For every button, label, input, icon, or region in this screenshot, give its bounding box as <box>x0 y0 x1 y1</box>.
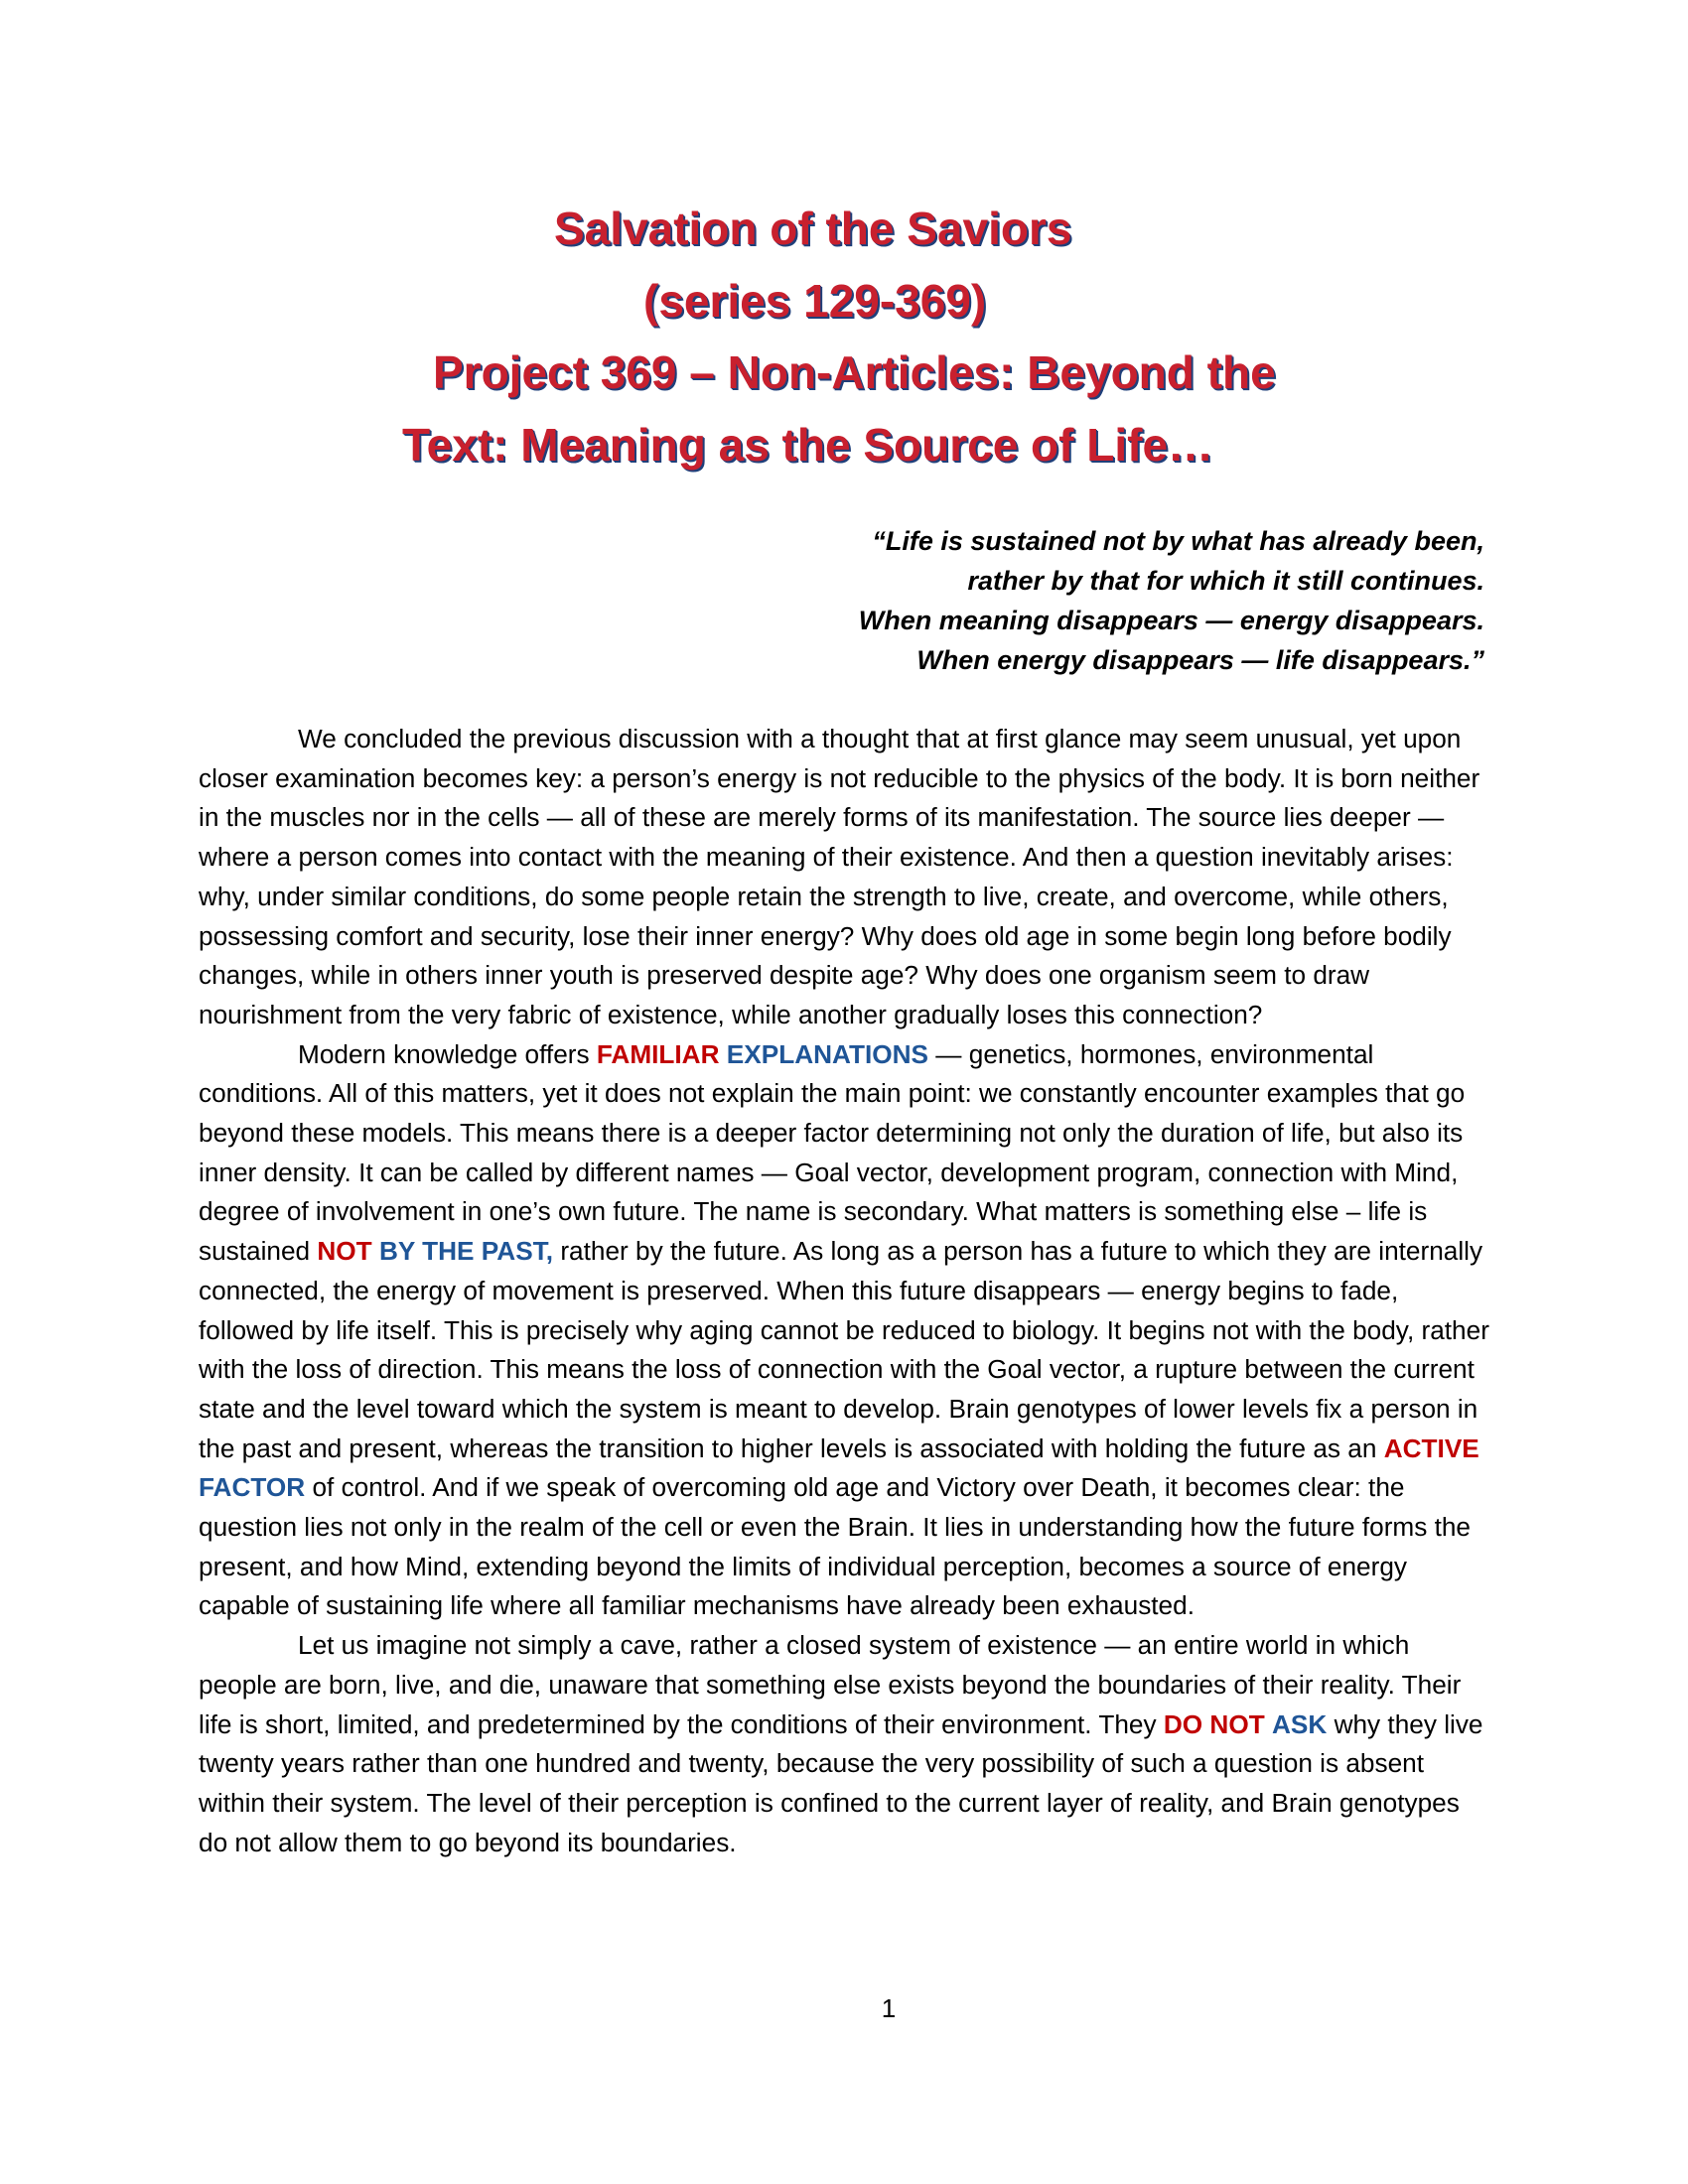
epigraph-quote <box>690 521 1484 680</box>
epigraph-line-4: When energy disappears — life disappears.” <box>916 645 1484 675</box>
title-line-1: Salvation of the Saviors <box>554 203 1072 254</box>
page-number: 1 <box>881 1993 897 2023</box>
epigraph-line-1: “Life is sustained not by what has already been, <box>872 526 1484 556</box>
epigraph-line-3: When meaning disappears — energy disappears. <box>858 606 1484 635</box>
paragraph-2 <box>199 1035 1489 1627</box>
keyword-not: NOT <box>317 1236 372 1267</box>
epigraph-line-2: rather by that for which it still continues. <box>967 566 1484 596</box>
paragraph-2-text-4: of control. And if we speak of overcoming old age and Victory over Death, it becomes clear: the question lies not only in the realm of the cell or even the Brain. It lies in understanding how the future forms the present, and how Mind, extending beyond the limits of individual perception, becomes a source of energy capable of sustaining life where all familiar mechanisms have already been exhausted. <box>199 1472 1472 1621</box>
keyword-do-not: DO NOT <box>1163 1708 1265 1739</box>
body-text <box>199 720 1489 1862</box>
keyword-ask: ASK <box>1272 1708 1328 1739</box>
keyword-factor: FACTOR <box>199 1472 306 1503</box>
keyword-by-the-past: BY THE PAST, <box>378 1236 554 1267</box>
keyword-familiar: FAMILIAR <box>596 1038 720 1069</box>
keyword-active: ACTIVE <box>1383 1433 1479 1463</box>
keyword-explanations: EXPLANATIONS <box>726 1038 929 1069</box>
paragraph-2-text-1: Modern knowledge offers <box>298 1038 597 1069</box>
title-line-4: Text: Meaning as the Source of Life… <box>402 419 1214 471</box>
paragraph-2-text-3: rather by the future. As long as a person has a future to which they are internally connected, the energy of movement is preserved. When this future disappears — energy begins to fade, followed by life itself. This is precisely why aging cannot be reduced to biology. It begins not with the body, rather with the loss of direction. This means the loss of connection with the Goal vector, a rupture between the current state and the level toward which the system is meant to develop. Brain genotypes of lower levels fix a person in the past and present, whereas the transition to higher levels is associated with holding the future as an <box>199 1236 1489 1463</box>
title-line-3: Project 369 – Non-Articles: Beyond the <box>433 346 1276 398</box>
paragraph-1: We concluded the previous discussion with a thought that at first glance may seem unusual, yet upon closer examination becomes key: a person’s energy is not reducible to the physics of the body. It is born neither in the muscles nor in the cells — all of these are merely forms of its manifestation. The source lies deeper — where a person comes into contact with the meaning of their existence. And then a question inevitably arises: why, under similar conditions, do some people retain the strength to live, create, and overcome, while others, possessing comfort and security, lose their inner energy? Why does old age in some begin long before bodily changes, while in others inner youth is preserved despite age? Why does one organism seem to draw nourishment from the very fabric of existence, while another gradually loses this connection? <box>199 724 1480 1029</box>
title-line-2: (series 129-369) <box>643 275 987 327</box>
paragraph-3-text-2: why they live twenty years rather than one hundred and twenty, because the very possibility of such a question is absent within their system. The level of their perception is confined to the current layer of reality, and Brain genotypes do not allow them to go beyond its boundaries. <box>199 1708 1483 1857</box>
paragraph-3-text-1: Let us imagine not simply a cave, rather a closed system of existence — an entire world in which people are born, live, and die, unaware that something else exists beyond the boundaries of their reality. Their life is short, limited, and predetermined by the conditions of their environment. They <box>199 1630 1462 1739</box>
paragraph-2-text-2: — genetics, hormones, environmental conditions. All of this matters, yet it does not explain the main point: we constantly encounter examples that go beyond these models. This means there is a deeper factor determining not only the duration of life, but also its inner density. It can be called by different names — Goal vector, development program, connection with Mind, degree of involvement in one’s own future. The name is secondary. What matters is something else – life is sustained <box>199 1038 1466 1267</box>
paragraph-3 <box>199 1626 1489 1862</box>
